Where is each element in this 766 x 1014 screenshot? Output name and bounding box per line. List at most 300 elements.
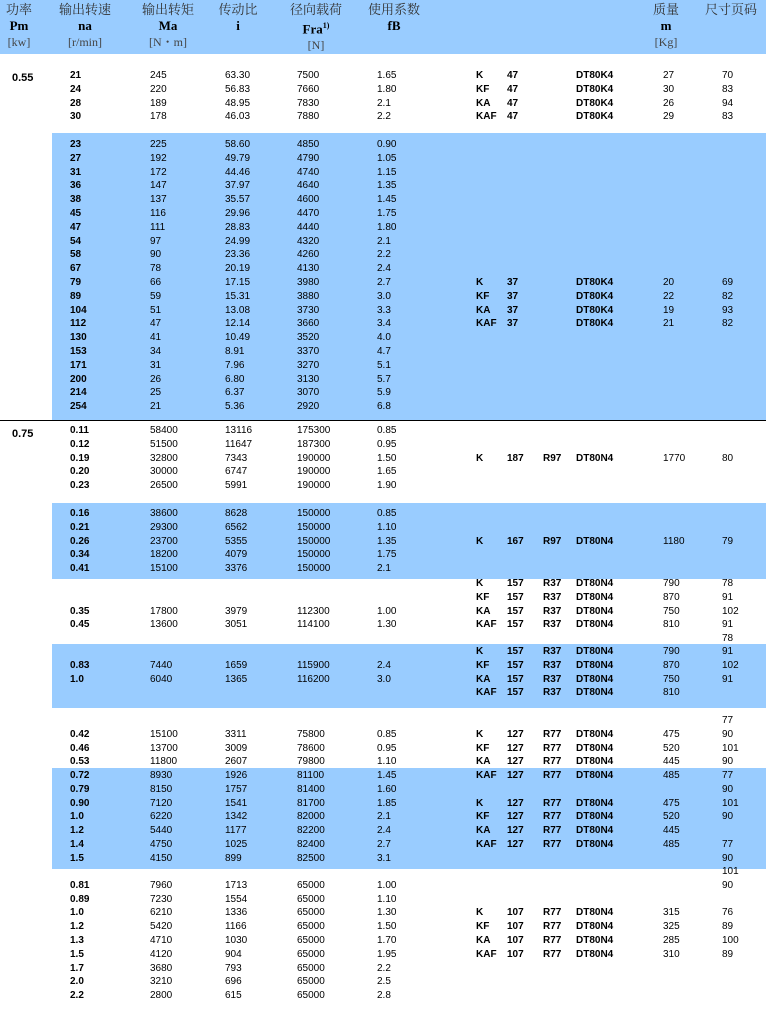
reducer-cell: R37 — [543, 673, 562, 685]
ratio-cell: 899 — [225, 852, 242, 864]
service-factor-cell: 1.05 — [377, 152, 397, 164]
service-factor-cell: 0.95 — [377, 438, 397, 450]
table-row — [0, 948, 766, 962]
speed-cell: 1.2 — [70, 921, 84, 933]
ratio-cell: 58.60 — [225, 139, 251, 150]
col-unit: [N・m] — [149, 35, 187, 49]
table-row — [0, 83, 766, 97]
service-factor-cell: 5.9 — [377, 387, 391, 399]
type-cell: KA — [476, 673, 491, 685]
ratio-cell: 5.36 — [225, 401, 245, 413]
torque-cell: 47 — [150, 318, 162, 330]
page-cell: 94 — [722, 97, 734, 109]
mass-cell: 20 — [663, 276, 675, 288]
ratio-cell: 48.95 — [225, 97, 251, 109]
table-row — [0, 838, 766, 852]
col-header-page — [700, 2, 762, 18]
type-cell: KF — [476, 659, 490, 671]
reducer-cell: R77 — [543, 907, 562, 919]
motor-cell: DT80N4 — [576, 838, 614, 850]
size-cell: 37 — [507, 304, 519, 316]
ratio-cell: 7343 — [225, 452, 248, 464]
mass-cell: 475 — [663, 797, 680, 809]
table-row — [0, 331, 766, 345]
radial-load-cell: 3660 — [297, 318, 320, 330]
service-factor-cell: 1.65 — [377, 70, 397, 81]
torque-cell: 13600 — [150, 619, 178, 631]
service-factor-cell: 1.80 — [377, 221, 397, 233]
service-factor-cell: 1.80 — [377, 83, 397, 95]
mass-cell: 445 — [663, 756, 680, 768]
table-row — [0, 507, 766, 521]
ratio-cell: 12.14 — [225, 318, 251, 330]
motor-cell: DT80N4 — [576, 591, 614, 603]
torque-cell: 116 — [150, 207, 166, 219]
ratio-cell: 1554 — [225, 893, 248, 905]
reducer-cell: R37 — [543, 619, 562, 631]
radial-load-cell: 7880 — [297, 111, 320, 123]
ratio-cell: 35.57 — [225, 194, 251, 206]
torque-cell: 11800 — [150, 756, 178, 768]
power-value: 0.55 — [12, 72, 34, 84]
ratio-cell: 904 — [225, 948, 242, 960]
speed-cell: 104 — [70, 304, 87, 316]
speed-cell: 1.3 — [70, 934, 84, 946]
ratio-cell: 24.99 — [225, 235, 251, 247]
motor-cell: DT80N4 — [576, 673, 614, 685]
page-cell: 82 — [722, 290, 734, 302]
table-row — [0, 373, 766, 387]
radial-load-cell: 82000 — [297, 811, 325, 823]
torque-cell: 15100 — [150, 728, 178, 740]
torque-cell: 2800 — [150, 990, 173, 1002]
service-factor-cell: 2.7 — [377, 838, 391, 850]
table-row — [0, 400, 766, 414]
ratio-cell: 20.19 — [225, 263, 251, 275]
type-cell: KA — [476, 605, 491, 617]
motor-cell: DT80N4 — [576, 452, 614, 464]
table-row — [0, 179, 766, 193]
mass-cell: 285 — [663, 934, 680, 946]
speed-cell: 2.0 — [70, 976, 84, 988]
ratio-cell: 6.37 — [225, 387, 245, 399]
radial-load-cell: 175300 — [297, 425, 331, 436]
torque-cell: 4750 — [150, 838, 173, 850]
row-group — [0, 645, 766, 700]
service-factor-cell: 1.60 — [377, 783, 397, 795]
ratio-cell: 1166 — [225, 921, 247, 933]
torque-cell: 34 — [150, 345, 162, 357]
table-row — [0, 207, 766, 221]
col-symbol: Ma — [158, 18, 178, 33]
page-cell: 78 — [722, 633, 734, 645]
service-factor-cell: 1.75 — [377, 549, 397, 561]
size-cell: 37 — [507, 318, 519, 330]
motor-cell: DT80N4 — [576, 811, 614, 823]
torque-cell: 23700 — [150, 535, 178, 547]
service-factor-cell: 3.3 — [377, 304, 391, 316]
page-cell: 90 — [722, 811, 734, 823]
torque-cell: 189 — [150, 97, 167, 109]
col-unit: [kw] — [7, 35, 31, 49]
speed-cell: 112 — [70, 318, 87, 330]
radial-load-cell: 2920 — [297, 401, 320, 413]
speed-cell: 200 — [70, 373, 87, 385]
motor-cell: DT80N4 — [576, 728, 614, 740]
speed-cell: 67 — [70, 263, 82, 275]
mass-cell: 325 — [663, 921, 680, 933]
mass-cell: 19 — [663, 304, 675, 316]
motor-cell: DT80K4 — [576, 276, 614, 288]
service-factor-cell: 3.4 — [377, 318, 391, 330]
service-factor-cell: 1.75 — [377, 207, 397, 219]
reducer-cell: R77 — [543, 728, 562, 740]
col-header-speed — [54, 2, 116, 50]
mass-cell: 475 — [663, 728, 680, 740]
torque-cell: 21 — [150, 401, 162, 413]
radial-load-cell: 7830 — [297, 97, 320, 109]
ratio-cell: 1541 — [225, 797, 248, 809]
mass-cell: 30 — [663, 83, 675, 95]
reducer-cell: R37 — [543, 591, 562, 603]
motor-cell: DT80K4 — [576, 97, 614, 109]
size-cell: 37 — [507, 290, 519, 302]
table-row — [0, 138, 766, 152]
service-factor-cell: 1.35 — [377, 535, 397, 547]
speed-cell: 1.7 — [70, 962, 84, 974]
type-cell: KF — [476, 811, 490, 823]
motor-cell: DT80N4 — [576, 825, 614, 837]
service-factor-cell: 1.10 — [377, 893, 397, 905]
torque-cell: 4150 — [150, 852, 173, 864]
table-row — [0, 989, 766, 1003]
page-cell: 77 — [722, 770, 734, 781]
torque-cell: 7440 — [150, 659, 173, 671]
torque-cell: 31 — [150, 359, 162, 371]
table-row — [0, 962, 766, 976]
speed-cell: 153 — [70, 345, 87, 357]
speed-cell: 23 — [70, 139, 82, 150]
service-factor-cell: 2.1 — [377, 563, 391, 575]
mass-cell: 520 — [663, 811, 680, 823]
speed-cell: 0.79 — [70, 783, 90, 795]
page-cell: 82 — [722, 318, 734, 330]
torque-cell: 7120 — [150, 797, 173, 809]
radial-load-cell: 190000 — [297, 466, 331, 478]
service-factor-cell: 2.2 — [377, 111, 391, 123]
torque-cell: 5420 — [150, 921, 173, 933]
torque-cell: 51 — [150, 304, 162, 316]
page-cell: 89 — [722, 948, 734, 960]
motor-cell: DT80N4 — [576, 948, 614, 960]
page-cell: 90 — [722, 879, 734, 891]
table-row — [0, 852, 766, 866]
table-row — [0, 290, 766, 304]
radial-load-cell: 4790 — [297, 152, 320, 164]
type-cell: KAF — [476, 770, 497, 782]
table-row — [0, 248, 766, 262]
reducer-cell: R37 — [543, 578, 562, 589]
table-row — [0, 728, 766, 742]
motor-cell: DT80N4 — [576, 921, 614, 933]
type-cell: K — [476, 907, 484, 919]
table-row — [0, 535, 766, 549]
page-cell: 101 — [722, 866, 739, 877]
torque-cell: 51500 — [150, 438, 178, 450]
motor-cell: DT80N4 — [576, 646, 614, 657]
page-cell: 100 — [722, 934, 739, 946]
torque-cell: 6040 — [150, 673, 173, 685]
ratio-cell: 10.49 — [225, 332, 251, 344]
speed-cell: 171 — [70, 359, 87, 371]
service-factor-cell: 2.1 — [377, 235, 391, 247]
col-symbol: Pm — [9, 18, 29, 33]
service-factor-cell: 6.8 — [377, 401, 391, 413]
ratio-cell: 56.83 — [225, 83, 251, 95]
page-cell: 93 — [722, 304, 734, 316]
motor-cell: DT80N4 — [576, 742, 614, 754]
motor-cell: DT80N4 — [576, 578, 614, 589]
speed-cell: 0.41 — [70, 563, 90, 575]
radial-load-cell: 65000 — [297, 948, 325, 960]
mass-cell: 1770 — [663, 452, 686, 464]
torque-cell: 17800 — [150, 605, 178, 617]
torque-cell: 25 — [150, 387, 162, 399]
torque-cell: 78 — [150, 263, 162, 275]
col-title: 尺寸页码 — [704, 2, 757, 17]
size-cell: 47 — [507, 97, 519, 109]
service-factor-cell: 2.8 — [377, 990, 391, 1002]
table-row — [0, 521, 766, 535]
torque-cell: 192 — [150, 152, 167, 164]
torque-cell: 6210 — [150, 907, 173, 919]
speed-cell: 0.89 — [70, 893, 90, 905]
speed-cell: 89 — [70, 290, 82, 302]
speed-cell: 0.12 — [70, 438, 90, 450]
radial-load-cell: 4440 — [297, 221, 320, 233]
mass-cell: 790 — [663, 646, 680, 657]
reducer-cell: R77 — [543, 756, 562, 768]
col-title: 传动比 — [218, 2, 258, 17]
row-group — [0, 424, 766, 493]
table-row — [0, 110, 766, 124]
speed-cell: 0.46 — [70, 742, 90, 754]
ratio-cell: 13.08 — [225, 304, 251, 316]
size-cell: 47 — [507, 83, 519, 95]
service-factor-cell: 1.30 — [377, 907, 397, 919]
ratio-cell: 6747 — [225, 466, 248, 478]
table-row — [0, 221, 766, 235]
ratio-cell: 3009 — [225, 742, 248, 754]
speed-cell: 0.72 — [70, 770, 90, 781]
page-cell: 77 — [722, 838, 734, 850]
mass-cell: 790 — [663, 578, 680, 589]
reducer-cell: R77 — [543, 797, 562, 809]
reducer-cell: R97 — [543, 452, 562, 464]
mass-cell: 1180 — [663, 535, 685, 547]
table-row — [0, 934, 766, 948]
radial-load-cell: 3880 — [297, 290, 320, 302]
torque-cell: 4710 — [150, 934, 173, 946]
speed-cell: 79 — [70, 276, 82, 288]
radial-load-cell: 150000 — [297, 563, 331, 575]
torque-cell: 225 — [150, 139, 167, 150]
type-cell: KAF — [476, 318, 497, 330]
row-group — [0, 69, 766, 124]
service-factor-cell: 0.95 — [377, 742, 397, 754]
radial-load-cell: 81700 — [297, 797, 325, 809]
service-factor-cell: 2.5 — [377, 976, 391, 988]
size-cell: 127 — [507, 742, 524, 754]
reducer-cell: R37 — [543, 659, 562, 671]
page-cell: 91 — [722, 673, 734, 685]
speed-cell: 38 — [70, 194, 82, 206]
table-row — [0, 152, 766, 166]
torque-cell: 29300 — [150, 521, 178, 533]
ratio-cell: 3051 — [225, 619, 248, 631]
service-factor-cell: 1.50 — [377, 921, 397, 933]
reducer-cell: R77 — [543, 825, 562, 837]
motor-cell: DT80N4 — [576, 770, 614, 782]
reducer-cell: R77 — [543, 811, 562, 823]
radial-load-cell: 7500 — [297, 70, 320, 81]
table-row — [0, 824, 766, 838]
ratio-cell: 5355 — [225, 535, 248, 547]
speed-cell: 0.81 — [70, 879, 90, 891]
type-cell: K — [476, 70, 484, 81]
service-factor-cell: 1.65 — [377, 466, 397, 478]
type-cell: KA — [476, 97, 491, 109]
col-title: 质量 — [652, 2, 679, 17]
motor-cell: DT80K4 — [576, 304, 614, 316]
size-cell: 37 — [507, 276, 519, 288]
service-factor-cell: 0.85 — [377, 425, 397, 436]
radial-load-cell: 75800 — [297, 728, 325, 740]
col-header-power — [0, 2, 38, 50]
service-factor-cell: 2.1 — [377, 811, 391, 823]
speed-cell: 0.34 — [70, 549, 90, 561]
service-factor-cell: 2.4 — [377, 825, 391, 837]
col-symbol: m — [660, 18, 672, 33]
service-factor-cell: 1.45 — [377, 194, 397, 206]
table-row — [0, 452, 766, 466]
type-cell: KA — [476, 934, 491, 946]
ratio-cell: 793 — [225, 962, 242, 974]
ratio-cell: 29.96 — [225, 207, 251, 219]
reducer-cell: R77 — [543, 921, 562, 933]
mass-cell: 315 — [663, 907, 680, 919]
radial-load-cell: 65000 — [297, 879, 325, 891]
torque-cell: 90 — [150, 249, 162, 261]
radial-load-cell: 190000 — [297, 452, 331, 464]
ratio-cell: 1926 — [225, 770, 248, 781]
type-cell: KAF — [476, 687, 497, 699]
speed-cell: 24 — [70, 83, 82, 95]
mass-cell: 485 — [663, 838, 680, 850]
radial-load-cell: 187300 — [297, 438, 331, 450]
table-row — [0, 548, 766, 562]
speed-cell: 0.53 — [70, 756, 90, 768]
reducer-cell: R77 — [543, 934, 562, 946]
ratio-cell: 44.46 — [225, 166, 251, 178]
col-unit: [Kg] — [654, 35, 678, 49]
torque-cell: 41 — [150, 332, 162, 344]
col-title: 功率 — [5, 2, 32, 17]
service-factor-cell: 5.1 — [377, 359, 391, 371]
col-footnote-mark: 1) — [322, 21, 330, 30]
col-header-radial-load — [280, 2, 352, 53]
size-cell: 157 — [507, 619, 524, 631]
power-divider — [0, 420, 766, 421]
size-cell: 127 — [507, 811, 524, 823]
page-cell: 78 — [722, 578, 734, 589]
size-cell: 127 — [507, 797, 524, 809]
ratio-cell: 6.80 — [225, 373, 245, 385]
ratio-cell: 3376 — [225, 563, 248, 575]
size-cell: 127 — [507, 770, 524, 782]
mass-cell: 810 — [663, 619, 680, 631]
page-cell: 76 — [722, 907, 734, 919]
row-group — [0, 507, 766, 576]
radial-load-cell: 4260 — [297, 249, 320, 261]
motor-cell: DT80N4 — [576, 605, 614, 617]
radial-load-cell: 150000 — [297, 535, 331, 547]
col-unit: [N] — [307, 38, 325, 53]
table-row — [0, 714, 766, 728]
size-cell: 47 — [507, 111, 519, 123]
table-row — [0, 673, 766, 687]
speed-cell: 45 — [70, 207, 82, 219]
radial-load-cell: 3980 — [297, 276, 320, 288]
ratio-cell: 1713 — [225, 879, 248, 891]
radial-load-cell: 79800 — [297, 756, 325, 768]
page-cell: 90 — [722, 728, 734, 740]
type-cell: KF — [476, 591, 490, 603]
col-header-torque — [137, 2, 199, 50]
col-symbol: Fra$^{1)}$ — [302, 21, 330, 37]
ratio-cell: 1336 — [225, 907, 248, 919]
page-cell: 102 — [722, 659, 739, 671]
speed-cell: 0.23 — [70, 480, 90, 492]
radial-load-cell: 3730 — [297, 304, 320, 316]
reducer-cell: R37 — [543, 687, 562, 699]
ratio-cell: 23.36 — [225, 249, 251, 261]
type-cell: K — [476, 452, 484, 464]
row-group — [0, 769, 766, 866]
size-cell: 107 — [507, 921, 524, 933]
speed-cell: 0.83 — [70, 659, 90, 671]
type-cell: KF — [476, 921, 490, 933]
speed-cell: 254 — [70, 401, 87, 413]
ratio-cell: 5991 — [225, 480, 248, 492]
speed-cell: 21 — [70, 70, 82, 81]
speed-cell: 30 — [70, 111, 82, 123]
radial-load-cell: 150000 — [297, 508, 331, 519]
service-factor-cell: 3.0 — [377, 673, 391, 685]
speed-cell: 36 — [70, 180, 82, 192]
mass-cell: 750 — [663, 673, 680, 685]
table-row — [0, 797, 766, 811]
torque-cell: 32800 — [150, 452, 178, 464]
size-cell: 157 — [507, 591, 524, 603]
ratio-cell: 2607 — [225, 756, 248, 768]
radial-load-cell: 82200 — [297, 825, 325, 837]
ratio-cell: 4079 — [225, 549, 248, 561]
service-factor-cell: 3.0 — [377, 290, 391, 302]
radial-load-cell: 4470 — [297, 207, 320, 219]
service-factor-cell: 1.90 — [377, 480, 397, 492]
reducer-cell: R77 — [543, 742, 562, 754]
